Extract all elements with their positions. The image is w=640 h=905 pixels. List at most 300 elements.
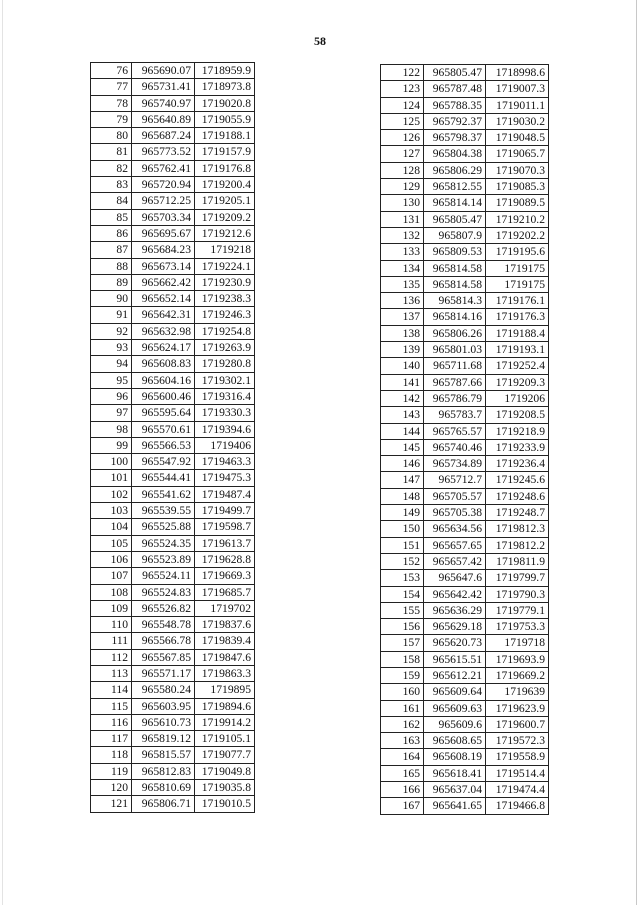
table-row [91, 584, 255, 600]
x-coordinate-cell: 965624.17 [132, 340, 195, 356]
table-row [91, 340, 255, 356]
table-row [91, 356, 255, 372]
point-number-cell: 113 [91, 665, 132, 681]
point-number-cell: 123 [381, 81, 424, 97]
table-row [381, 602, 549, 618]
table-row [381, 733, 549, 749]
y-coordinate-cell: 1719466.8 [486, 798, 549, 814]
x-coordinate-cell: 965629.18 [424, 619, 486, 635]
table-row [91, 225, 255, 241]
x-coordinate-cell: 965571.17 [132, 665, 195, 681]
x-coordinate-cell: 965539.55 [132, 503, 195, 519]
point-number-cell: 103 [91, 503, 132, 519]
table-row [381, 342, 549, 358]
y-coordinate-cell: 1718959.9 [195, 63, 255, 79]
point-number-cell: 87 [91, 242, 132, 258]
y-coordinate-cell: 1719263.9 [195, 340, 255, 356]
point-number-cell: 96 [91, 388, 132, 404]
point-number-cell: 92 [91, 323, 132, 339]
x-coordinate-cell: 965526.82 [132, 600, 195, 616]
point-number-cell: 80 [91, 128, 132, 144]
table-row [381, 179, 549, 195]
page-number: 58 [314, 34, 326, 48]
x-coordinate-cell: 965636.29 [424, 602, 486, 618]
y-coordinate-cell: 1719487.4 [195, 486, 255, 502]
point-number-cell: 98 [91, 421, 132, 437]
table-row [91, 551, 255, 567]
x-coordinate-cell: 965612.21 [424, 667, 486, 683]
point-number-cell: 77 [91, 79, 132, 95]
table-row [91, 649, 255, 665]
y-coordinate-cell: 1719475.3 [195, 470, 255, 486]
coordinates-table-left-body [91, 63, 255, 813]
point-number-cell: 157 [381, 635, 424, 651]
point-number-cell: 99 [91, 437, 132, 453]
y-coordinate-cell: 1719685.7 [195, 584, 255, 600]
table-row [91, 258, 255, 274]
point-number-cell: 151 [381, 537, 424, 553]
x-coordinate-cell: 965541.62 [132, 486, 195, 502]
table-row [91, 682, 255, 698]
y-coordinate-cell: 1719623.9 [486, 700, 549, 716]
point-number-cell: 136 [381, 293, 424, 309]
table-row [381, 553, 549, 569]
y-coordinate-cell: 1719202.2 [486, 227, 549, 243]
table-row [91, 780, 255, 796]
point-number-cell: 84 [91, 193, 132, 209]
point-number-cell: 111 [91, 633, 132, 649]
point-number-cell: 166 [381, 782, 424, 798]
x-coordinate-cell: 965642.42 [424, 586, 486, 602]
x-coordinate-cell: 965608.65 [424, 733, 486, 749]
point-number-cell: 76 [91, 63, 132, 79]
table-row [381, 358, 549, 374]
table-row [381, 374, 549, 390]
y-coordinate-cell: 1719669.2 [486, 667, 549, 683]
point-number-cell: 116 [91, 714, 132, 730]
y-coordinate-cell: 1719055.9 [195, 111, 255, 127]
table-row [91, 79, 255, 95]
x-coordinate-cell: 965783.7 [424, 407, 486, 423]
x-coordinate-cell: 965798.37 [424, 130, 486, 146]
y-coordinate-cell: 1719233.9 [486, 439, 549, 455]
x-coordinate-cell: 965787.48 [424, 81, 486, 97]
x-coordinate-cell: 965814.58 [424, 260, 486, 276]
y-coordinate-cell: 1719020.8 [195, 95, 255, 111]
x-coordinate-cell: 965610.73 [132, 714, 195, 730]
table-row [91, 535, 255, 551]
x-coordinate-cell: 965566.78 [132, 633, 195, 649]
x-coordinate-cell: 965608.83 [132, 356, 195, 372]
x-coordinate-cell: 965524.35 [132, 535, 195, 551]
point-number-cell: 143 [381, 407, 424, 423]
y-coordinate-cell: 1719628.8 [195, 551, 255, 567]
x-coordinate-cell: 965524.11 [132, 568, 195, 584]
table-row [381, 227, 549, 243]
y-coordinate-cell: 1719753.3 [486, 619, 549, 635]
x-coordinate-cell: 965662.42 [132, 274, 195, 290]
point-number-cell: 85 [91, 209, 132, 225]
table-row [381, 81, 549, 97]
point-number-cell: 86 [91, 225, 132, 241]
x-coordinate-cell: 965814.3 [424, 293, 486, 309]
scan-edge-left [2, 0, 3, 905]
x-coordinate-cell: 965765.57 [424, 423, 486, 439]
x-coordinate-cell: 965634.56 [424, 521, 486, 537]
y-coordinate-cell: 1719007.3 [486, 81, 549, 97]
table-row [381, 439, 549, 455]
point-number-cell: 79 [91, 111, 132, 127]
y-coordinate-cell: 1719176.3 [486, 309, 549, 325]
point-number-cell: 91 [91, 307, 132, 323]
x-coordinate-cell: 965792.37 [424, 113, 486, 129]
x-coordinate-cell: 965570.61 [132, 421, 195, 437]
y-coordinate-cell: 1719693.9 [486, 651, 549, 667]
point-number-cell: 101 [91, 470, 132, 486]
y-coordinate-cell: 1719863.3 [195, 665, 255, 681]
point-number-cell: 142 [381, 390, 424, 406]
point-number-cell: 160 [381, 684, 424, 700]
point-number-cell: 126 [381, 130, 424, 146]
point-number-cell: 119 [91, 763, 132, 779]
x-coordinate-cell: 965814.16 [424, 309, 486, 325]
x-coordinate-cell: 965810.69 [132, 780, 195, 796]
x-coordinate-cell: 965523.89 [132, 551, 195, 567]
y-coordinate-cell: 1719474.4 [486, 782, 549, 798]
point-number-cell: 132 [381, 227, 424, 243]
x-coordinate-cell: 965657.42 [424, 553, 486, 569]
y-coordinate-cell: 1719157.9 [195, 144, 255, 160]
y-coordinate-cell: 1719514.4 [486, 765, 549, 781]
table-row [381, 325, 549, 341]
point-number-cell: 162 [381, 716, 424, 732]
table-row [91, 372, 255, 388]
point-number-cell: 150 [381, 521, 424, 537]
point-number-cell: 163 [381, 733, 424, 749]
table-row [381, 260, 549, 276]
y-coordinate-cell: 1719894.6 [195, 698, 255, 714]
point-number-cell: 117 [91, 731, 132, 747]
point-number-cell: 131 [381, 211, 424, 227]
y-coordinate-cell: 1719010.5 [195, 796, 255, 812]
point-number-cell: 144 [381, 423, 424, 439]
x-coordinate-cell: 965615.51 [424, 651, 486, 667]
y-coordinate-cell: 1719558.9 [486, 749, 549, 765]
y-coordinate-cell: 1719209.2 [195, 209, 255, 225]
table-row [91, 177, 255, 193]
table-row [91, 486, 255, 502]
table-row [91, 568, 255, 584]
x-coordinate-cell: 965801.03 [424, 342, 486, 358]
point-number-cell: 167 [381, 798, 424, 814]
y-coordinate-cell: 1719914.2 [195, 714, 255, 730]
x-coordinate-cell: 965600.46 [132, 388, 195, 404]
table-row [91, 470, 255, 486]
point-number-cell: 152 [381, 553, 424, 569]
point-number-cell: 128 [381, 162, 424, 178]
point-number-cell: 146 [381, 456, 424, 472]
point-number-cell: 141 [381, 374, 424, 390]
table-row [91, 242, 255, 258]
x-coordinate-cell: 965806.29 [424, 162, 486, 178]
x-coordinate-cell: 965544.41 [132, 470, 195, 486]
table-row [381, 390, 549, 406]
x-coordinate-cell: 965819.12 [132, 731, 195, 747]
point-number-cell: 110 [91, 617, 132, 633]
x-coordinate-cell: 965806.26 [424, 325, 486, 341]
point-number-cell: 94 [91, 356, 132, 372]
y-coordinate-cell: 1719280.8 [195, 356, 255, 372]
table-row [91, 665, 255, 681]
y-coordinate-cell: 1719105.1 [195, 731, 255, 747]
point-number-cell: 149 [381, 505, 424, 521]
table-row [381, 619, 549, 635]
table-row [91, 274, 255, 290]
point-number-cell: 107 [91, 568, 132, 584]
y-coordinate-cell: 1719718 [486, 635, 549, 651]
table-row [91, 437, 255, 453]
y-coordinate-cell: 1719598.7 [195, 519, 255, 535]
y-coordinate-cell: 1719218.9 [486, 423, 549, 439]
y-coordinate-cell: 1719210.2 [486, 211, 549, 227]
table-row [381, 211, 549, 227]
y-coordinate-cell: 1719812.2 [486, 537, 549, 553]
x-coordinate-cell: 965762.41 [132, 160, 195, 176]
point-number-cell: 133 [381, 244, 424, 260]
table-row [381, 195, 549, 211]
x-coordinate-cell: 965806.71 [132, 796, 195, 812]
x-coordinate-cell: 965807.9 [424, 227, 486, 243]
y-coordinate-cell: 1719230.9 [195, 274, 255, 290]
x-coordinate-cell: 965637.04 [424, 782, 486, 798]
y-coordinate-cell: 1719206 [486, 390, 549, 406]
y-coordinate-cell: 1719811.9 [486, 553, 549, 569]
table-row [381, 244, 549, 260]
y-coordinate-cell: 1719208.5 [486, 407, 549, 423]
y-coordinate-cell: 1719193.1 [486, 342, 549, 358]
point-number-cell: 88 [91, 258, 132, 274]
point-number-cell: 121 [91, 796, 132, 812]
table-row [381, 276, 549, 292]
table-row [91, 111, 255, 127]
point-number-cell: 138 [381, 325, 424, 341]
table-row [91, 698, 255, 714]
x-coordinate-cell: 965734.89 [424, 456, 486, 472]
x-coordinate-cell: 965632.98 [132, 323, 195, 339]
x-coordinate-cell: 965548.78 [132, 617, 195, 633]
table-row [381, 749, 549, 765]
x-coordinate-cell: 965731.41 [132, 79, 195, 95]
table-row [91, 193, 255, 209]
table-row [91, 714, 255, 730]
table-row [381, 130, 549, 146]
table-row [381, 456, 549, 472]
x-coordinate-cell: 965524.83 [132, 584, 195, 600]
table-row [91, 617, 255, 633]
x-coordinate-cell: 965712.7 [424, 472, 486, 488]
y-coordinate-cell: 1719212.6 [195, 225, 255, 241]
point-number-cell: 158 [381, 651, 424, 667]
table-row [91, 454, 255, 470]
point-number-cell: 148 [381, 488, 424, 504]
y-coordinate-cell: 1719175 [486, 276, 549, 292]
y-coordinate-cell: 1719812.3 [486, 521, 549, 537]
table-row [91, 519, 255, 535]
x-coordinate-cell: 965620.73 [424, 635, 486, 651]
table-row [381, 113, 549, 129]
x-coordinate-cell: 965641.65 [424, 798, 486, 814]
x-coordinate-cell: 965805.47 [424, 65, 486, 81]
x-coordinate-cell: 965804.38 [424, 146, 486, 162]
y-coordinate-cell: 1719837.6 [195, 617, 255, 633]
table-row [381, 146, 549, 162]
x-coordinate-cell: 965703.34 [132, 209, 195, 225]
y-coordinate-cell: 1719302.1 [195, 372, 255, 388]
point-number-cell: 100 [91, 454, 132, 470]
point-number-cell: 83 [91, 177, 132, 193]
y-coordinate-cell: 1719248.6 [486, 488, 549, 504]
x-coordinate-cell: 965603.95 [132, 698, 195, 714]
coordinates-table-left [90, 62, 255, 813]
point-number-cell: 112 [91, 649, 132, 665]
point-number-cell: 125 [381, 113, 424, 129]
x-coordinate-cell: 965652.14 [132, 291, 195, 307]
table-row [91, 209, 255, 225]
table-row [381, 521, 549, 537]
point-number-cell: 147 [381, 472, 424, 488]
point-number-cell: 135 [381, 276, 424, 292]
point-number-cell: 165 [381, 765, 424, 781]
y-coordinate-cell: 1719238.3 [195, 291, 255, 307]
x-coordinate-cell: 965815.57 [132, 747, 195, 763]
x-coordinate-cell: 965812.83 [132, 763, 195, 779]
y-coordinate-cell: 1719200.4 [195, 177, 255, 193]
y-coordinate-cell: 1719613.7 [195, 535, 255, 551]
table-row [381, 407, 549, 423]
x-coordinate-cell: 965642.31 [132, 307, 195, 323]
y-coordinate-cell: 1719463.3 [195, 454, 255, 470]
point-number-cell: 82 [91, 160, 132, 176]
point-number-cell: 108 [91, 584, 132, 600]
y-coordinate-cell: 1719077.7 [195, 747, 255, 763]
y-coordinate-cell: 1719246.3 [195, 307, 255, 323]
coordinates-table-right-body [381, 65, 549, 815]
point-number-cell: 139 [381, 342, 424, 358]
table-row [381, 667, 549, 683]
scan-edge-right [636, 0, 637, 905]
point-number-cell: 109 [91, 600, 132, 616]
table-row [381, 293, 549, 309]
point-number-cell: 153 [381, 570, 424, 586]
y-coordinate-cell: 1718998.6 [486, 65, 549, 81]
table-row [381, 488, 549, 504]
y-coordinate-cell: 1719236.4 [486, 456, 549, 472]
table-row [91, 388, 255, 404]
coordinates-table-right [380, 64, 549, 815]
point-number-cell: 145 [381, 439, 424, 455]
y-coordinate-cell: 1719316.4 [195, 388, 255, 404]
y-coordinate-cell: 1719499.7 [195, 503, 255, 519]
point-number-cell: 120 [91, 780, 132, 796]
x-coordinate-cell: 965695.67 [132, 225, 195, 241]
point-number-cell: 140 [381, 358, 424, 374]
x-coordinate-cell: 965787.66 [424, 374, 486, 390]
y-coordinate-cell: 1719406 [195, 437, 255, 453]
y-coordinate-cell: 1719790.3 [486, 586, 549, 602]
table-row [381, 716, 549, 732]
y-coordinate-cell: 1719049.8 [195, 763, 255, 779]
table-row [91, 291, 255, 307]
y-coordinate-cell: 1719188.1 [195, 128, 255, 144]
table-row [381, 65, 549, 81]
table-row [381, 472, 549, 488]
y-coordinate-cell: 1719195.6 [486, 244, 549, 260]
point-number-cell: 105 [91, 535, 132, 551]
x-coordinate-cell: 965740.97 [132, 95, 195, 111]
point-number-cell: 155 [381, 602, 424, 618]
y-coordinate-cell: 1719839.4 [195, 633, 255, 649]
table-row [381, 700, 549, 716]
table-row [91, 63, 255, 79]
x-coordinate-cell: 965712.25 [132, 193, 195, 209]
table-row [91, 763, 255, 779]
y-coordinate-cell: 1719639 [486, 684, 549, 700]
point-number-cell: 90 [91, 291, 132, 307]
x-coordinate-cell: 965547.92 [132, 454, 195, 470]
x-coordinate-cell: 965595.64 [132, 405, 195, 421]
point-number-cell: 93 [91, 340, 132, 356]
x-coordinate-cell: 965740.46 [424, 439, 486, 455]
y-coordinate-cell: 1719394.6 [195, 421, 255, 437]
y-coordinate-cell: 1719330.3 [195, 405, 255, 421]
table-row [381, 782, 549, 798]
x-coordinate-cell: 965647.6 [424, 570, 486, 586]
x-coordinate-cell: 965720.94 [132, 177, 195, 193]
table-row [381, 798, 549, 814]
table-row [91, 307, 255, 323]
table-row [381, 586, 549, 602]
point-number-cell: 161 [381, 700, 424, 716]
x-coordinate-cell: 965805.47 [424, 211, 486, 227]
x-coordinate-cell: 965687.24 [132, 128, 195, 144]
table-row [381, 684, 549, 700]
x-coordinate-cell: 965809.53 [424, 244, 486, 260]
point-number-cell: 130 [381, 195, 424, 211]
x-coordinate-cell: 965618.41 [424, 765, 486, 781]
table-row [381, 97, 549, 113]
y-coordinate-cell: 1719245.6 [486, 472, 549, 488]
table-row [381, 505, 549, 521]
x-coordinate-cell: 965609.63 [424, 700, 486, 716]
point-number-cell: 106 [91, 551, 132, 567]
y-coordinate-cell: 1719176.8 [195, 160, 255, 176]
table-row [91, 731, 255, 747]
table-row [91, 747, 255, 763]
x-coordinate-cell: 965525.88 [132, 519, 195, 535]
point-number-cell: 137 [381, 309, 424, 325]
y-coordinate-cell: 1719799.7 [486, 570, 549, 586]
y-coordinate-cell: 1719035.8 [195, 780, 255, 796]
x-coordinate-cell: 965567.85 [132, 649, 195, 665]
y-coordinate-cell: 1719048.5 [486, 130, 549, 146]
y-coordinate-cell: 1719218 [195, 242, 255, 258]
point-number-cell: 89 [91, 274, 132, 290]
x-coordinate-cell: 965786.79 [424, 390, 486, 406]
table-row [91, 503, 255, 519]
y-coordinate-cell: 1719175 [486, 260, 549, 276]
x-coordinate-cell: 965580.24 [132, 682, 195, 698]
x-coordinate-cell: 965705.38 [424, 505, 486, 521]
